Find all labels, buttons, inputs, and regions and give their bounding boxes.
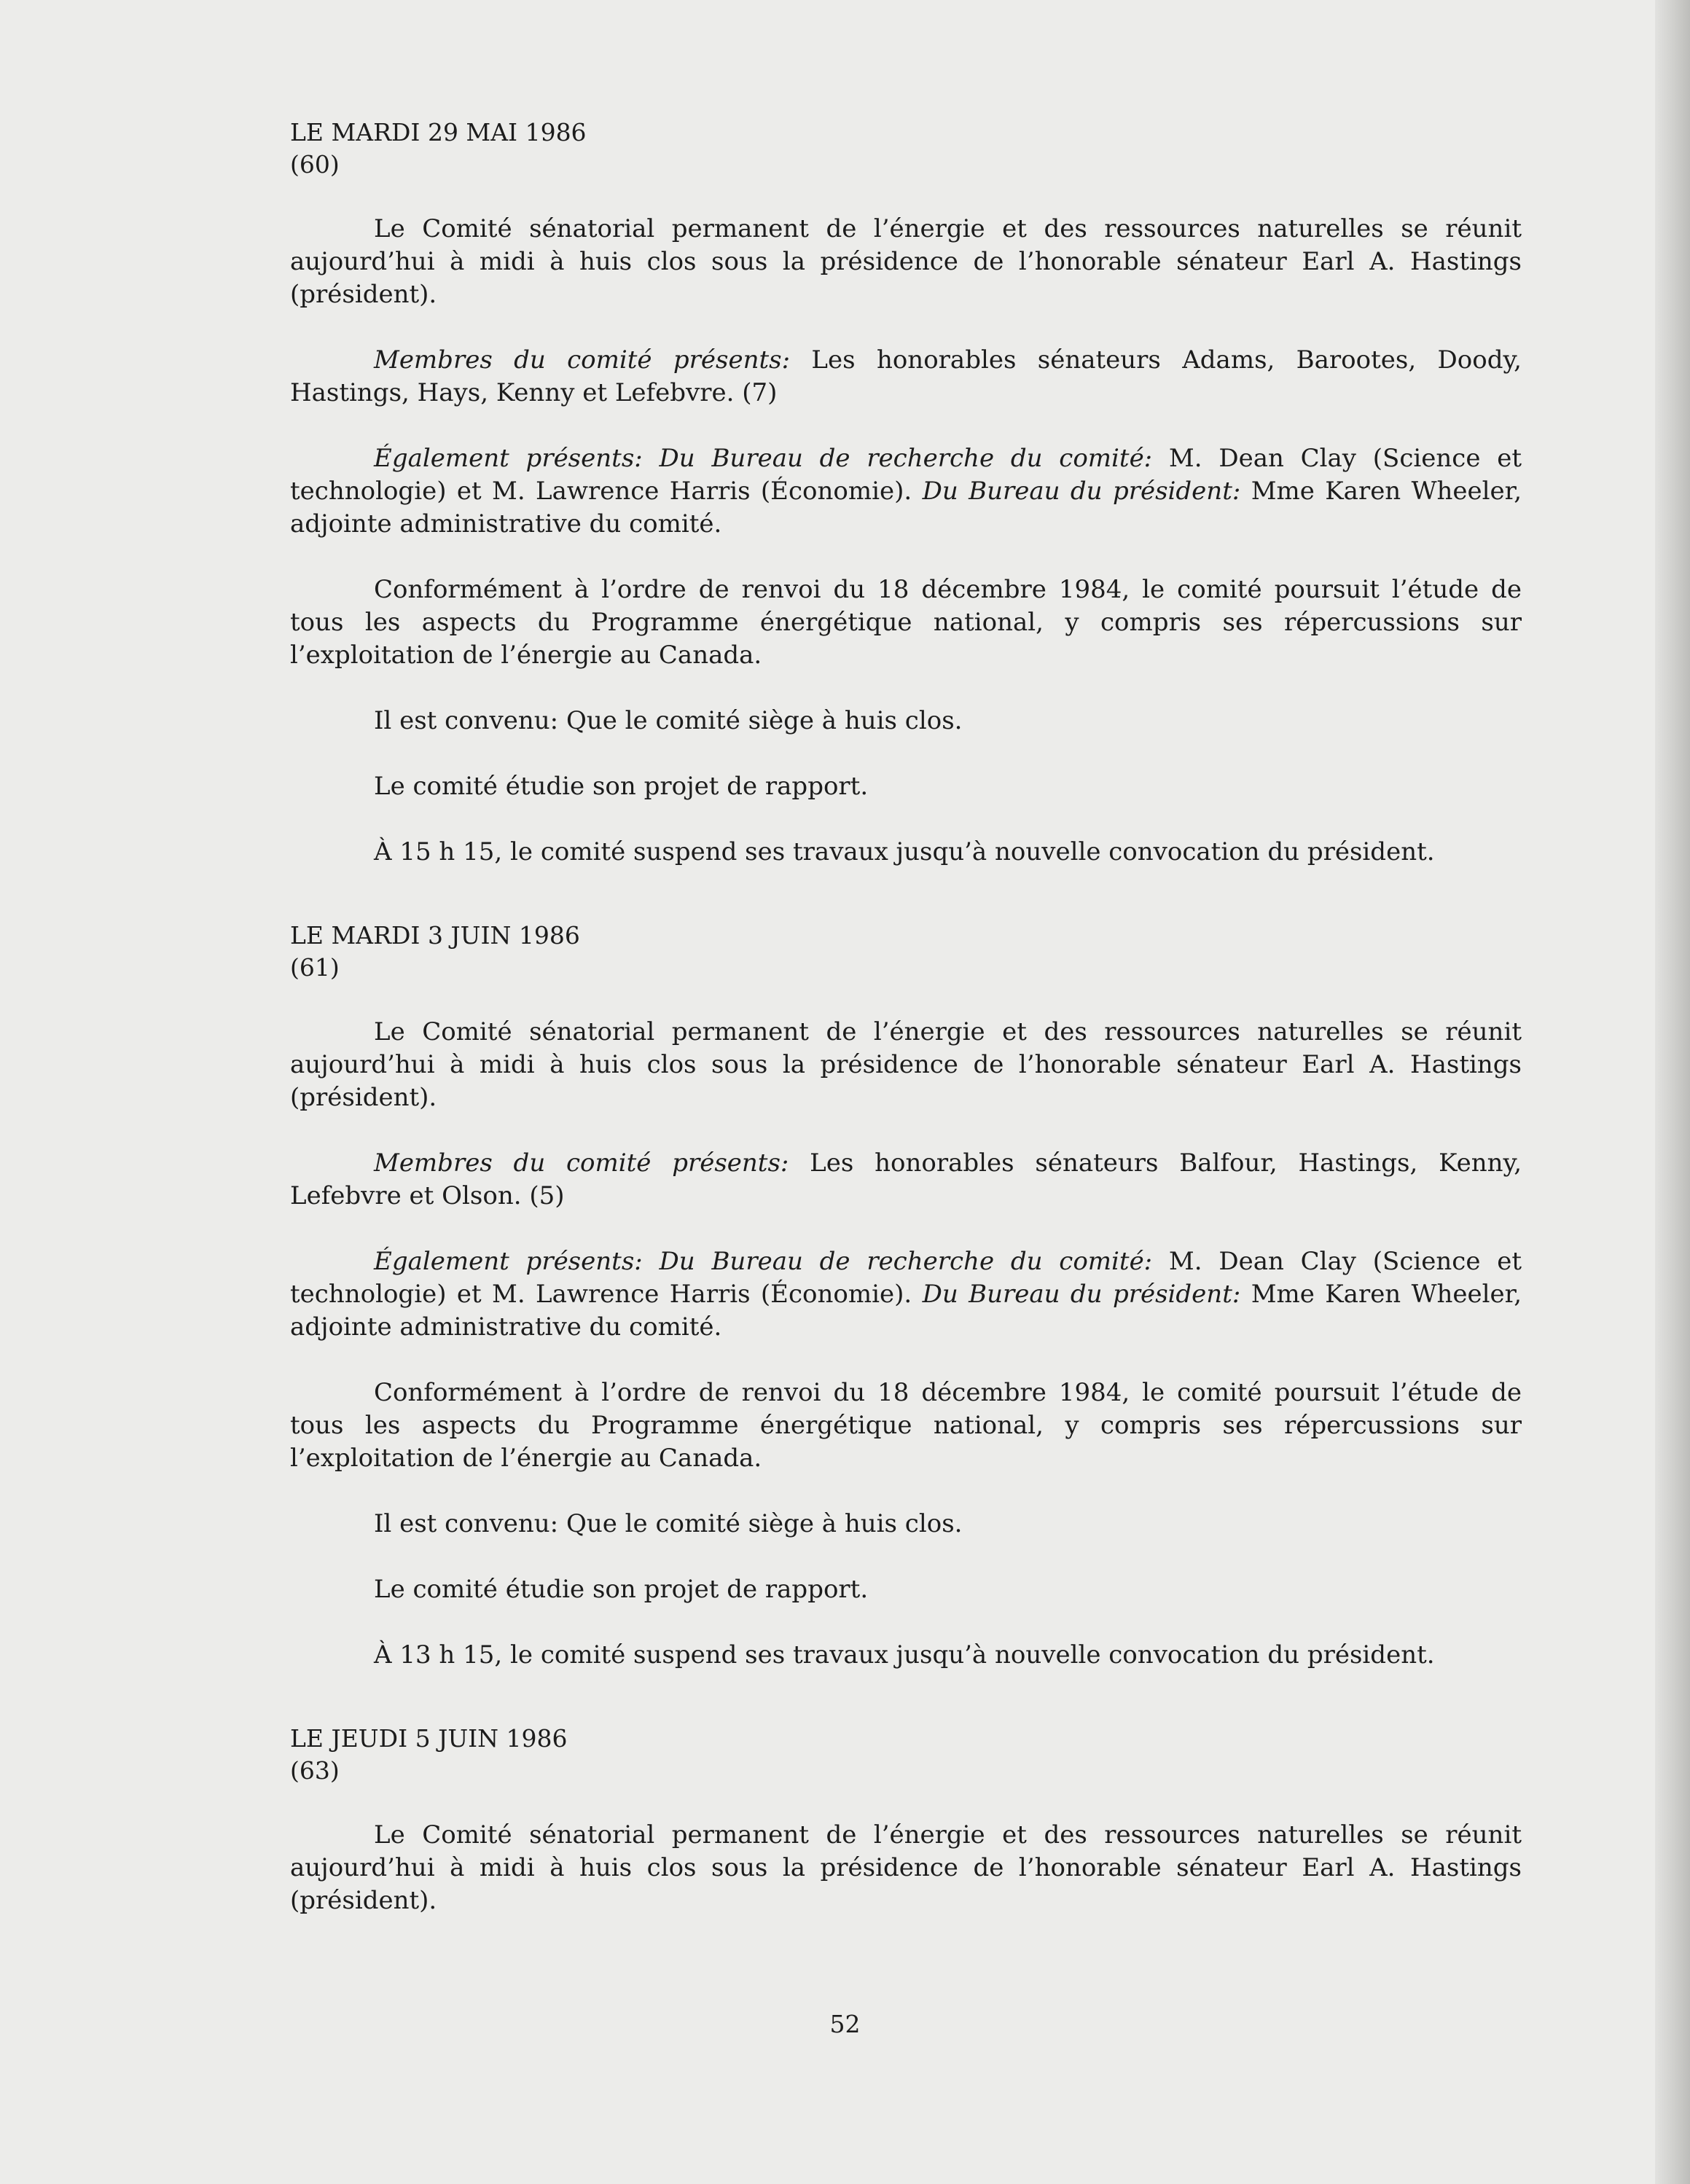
meeting-1 xyxy=(290,117,1522,869)
also-present-label: Également présents: xyxy=(374,1247,643,1276)
meeting-3 xyxy=(290,1723,1522,1917)
meeting-2 xyxy=(290,920,1522,1672)
research-bureau-label: Du Bureau de recherche du comité: xyxy=(659,1247,1153,1276)
chair-office-staff: Mme Karen Wheeler, adjointe administrative du comité. xyxy=(290,477,1522,539)
reference-paragraph: Conformément à l’ordre de renvoi du 18 décembre 1984, le comité poursuit l’étude de tous les aspects du Programme énergétique national, y compris ses répercussions sur l’exploitation de l’énergie au Canada. xyxy=(290,1378,1522,1473)
also-present-paragraph xyxy=(290,1245,1522,1344)
chair-office-staff: Mme Karen Wheeler, adjointe administrative du comité. xyxy=(290,1280,1522,1342)
agreed-paragraph: Il est convenu: Que le comité siège à huis clos. xyxy=(374,1509,963,1538)
chair-office-label: Du Bureau du président: xyxy=(922,477,1241,506)
meeting-heading xyxy=(290,117,1522,181)
study-paragraph: Le comité étudie son projet de rapport. xyxy=(374,1575,869,1604)
adjourn-paragraph: À 13 h 15, le comité suspend ses travaux jusqu’à nouvelle convocation du président. xyxy=(374,1640,1435,1670)
minutes-body xyxy=(290,117,1522,1968)
members-label: Membres du comité présents: xyxy=(374,345,791,375)
adjourn-paragraph: À 15 h 15, le comité suspend ses travaux jusqu’à nouvelle convocation du président. xyxy=(374,837,1435,866)
meeting-date: LE MARDI 29 MAI 1986 xyxy=(290,118,587,146)
members-paragraph xyxy=(290,344,1522,410)
meeting-date: LE MARDI 3 JUIN 1986 xyxy=(290,921,580,950)
members-list: Les honorables sénateurs Balfour, Hastings, Kenny, Lefebvre et Olson. (5) xyxy=(290,1148,1522,1210)
members-label: Membres du comité présents: xyxy=(374,1148,789,1178)
members-list: Les honorables sénateurs Adams, Barootes, Doody, Hastings, Hays, Kenny et Lefebvre. (7) xyxy=(290,345,1522,407)
study-paragraph: Le comité étudie son projet de rapport. xyxy=(374,772,869,801)
reference-paragraph: Conformément à l’ordre de renvoi du 18 décembre 1984, le comité poursuit l’étude de tous les aspects du Programme énergétique national, y compris ses répercussions sur l’exploitation de l’énergie au Canada. xyxy=(290,575,1522,670)
meeting-number: (60) xyxy=(290,150,340,179)
meeting-heading xyxy=(290,920,1522,984)
intro-paragraph: Le Comité sénatorial permanent de l’énergie et des ressources naturelles se réunit aujourd’hui à midi à huis clos sous la présidence de l’honorable sénateur Earl A. Hastings (président). xyxy=(290,1017,1522,1112)
also-present-paragraph xyxy=(290,442,1522,541)
meeting-date: LE JEUDI 5 JUIN 1986 xyxy=(290,1724,568,1753)
meeting-number: (63) xyxy=(290,1756,340,1785)
research-staff: M. Dean Clay (Science et technologie) et M. Lawrence Harris (Économie). xyxy=(290,444,1522,506)
intro-paragraph: Le Comité sénatorial permanent de l’énergie et des ressources naturelles se réunit aujourd’hui à midi à huis clos sous la présidence de l’honorable sénateur Earl A. Hastings (président). xyxy=(290,214,1522,309)
page-edge-shadow xyxy=(1655,0,1690,2184)
meeting-number: (61) xyxy=(290,953,340,982)
members-paragraph xyxy=(290,1147,1522,1213)
research-staff: M. Dean Clay (Science et technologie) et M. Lawrence Harris (Économie). xyxy=(290,1247,1522,1309)
page-number: 52 xyxy=(829,2010,861,2038)
also-present-label: Également présents: xyxy=(374,444,643,473)
meeting-heading xyxy=(290,1723,1522,1787)
intro-paragraph: Le Comité sénatorial permanent de l’énergie et des ressources naturelles se réunit aujourd’hui à midi à huis clos sous la présidence de l’honorable sénateur Earl A. Hastings (président). xyxy=(290,1820,1522,1915)
chair-office-label: Du Bureau du président: xyxy=(922,1280,1241,1309)
agreed-paragraph: Il est convenu: Que le comité siège à huis clos. xyxy=(374,706,963,735)
research-bureau-label: Du Bureau de recherche du comité: xyxy=(659,444,1153,473)
